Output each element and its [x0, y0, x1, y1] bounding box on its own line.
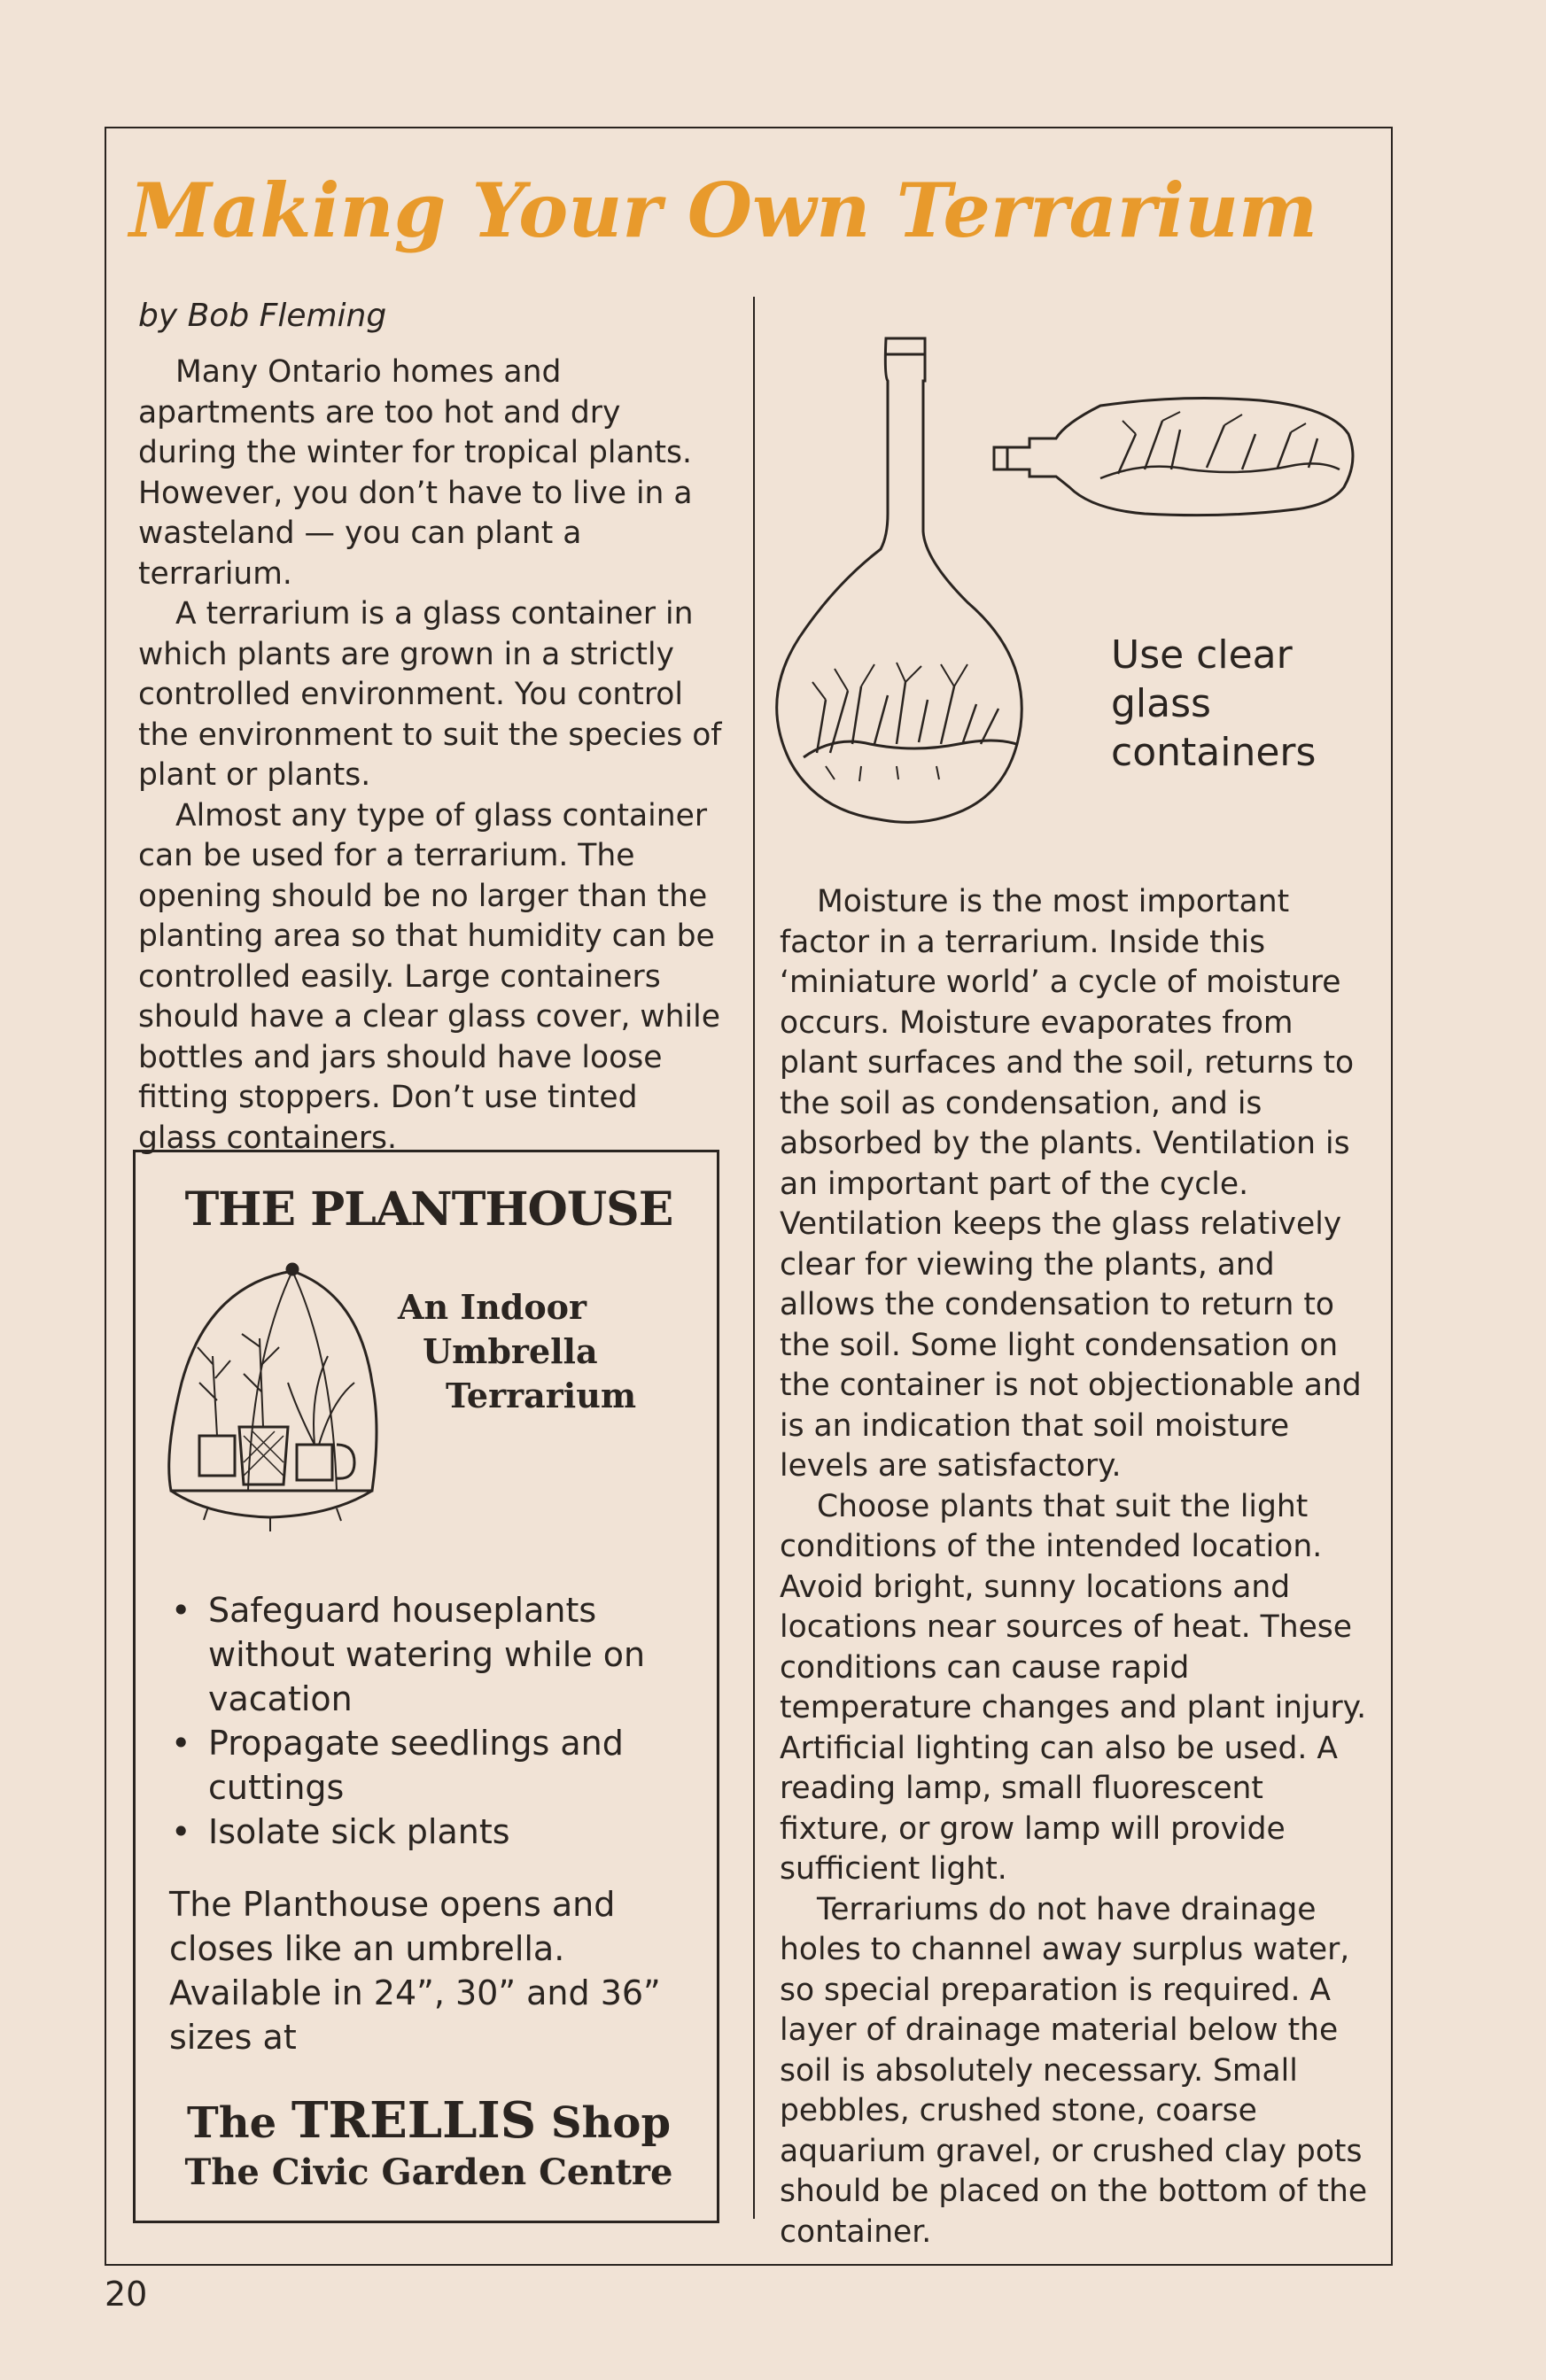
- umbrella-terrarium-illustration: [155, 1250, 385, 1533]
- shop-trellis: TRELLIS: [291, 2091, 537, 2150]
- paragraph: Terrariums do not have drainage holes to channel away surplus water, so special preparation is required. A layer of drainage material below the soil is absolutely necessary. Small pebbles, crushed stone, coarse aquarium gravel, or crushed clay pots should be placed on the bottom of the container.: [780, 1891, 1368, 2250]
- ad-subtitle-line: Terrarium: [446, 1376, 637, 1415]
- paragraph: Many Ontario homes and apartments are too hot and dry during the winter for tropical plants. However, you don’t have to live in a wasteland — you can plant a terrarium.: [138, 354, 693, 592]
- paragraph: Moisture is the most important factor in a terrarium. Inside this ‘miniature world’ a cycle of moisture occurs. Moisture evaporates from plant surfaces and the soil, returns to the soil as condensation, and is absorbed by the plants. Ventilation is an important part of the cycle. Ventilation keeps the glass relatively clear for viewing the plants, and allows the condensation to return to the soil. Some light condensation on the container is not objectionable and is an indication that soil moisture levels are satisfactory.: [780, 884, 1362, 1484]
- shop-word: Shop: [550, 2098, 671, 2148]
- shop-name: [136, 2091, 722, 2150]
- article-title: Making Your Own Terrarium: [129, 167, 1318, 254]
- ad-paragraph: Available in 24”, 30” and 36” sizes at: [169, 1973, 661, 2057]
- ad-subtitle-line: Umbrella: [423, 1331, 598, 1371]
- ad-bullet-list: [169, 1588, 701, 1854]
- column-divider: [753, 297, 755, 2219]
- right-column-text: [780, 882, 1373, 2252]
- paragraph: Choose plants that suit the light conditions of the intended location. Avoid bright, sunny locations and locations near sources of heat. These conditions can cause rapid temperature changes and plant injury. Artificial lighting can also be used. A reading lamp, small fluorescent fixture, or grow lamp will provide sufficient light.: [780, 1488, 1367, 1887]
- illustration-caption: Use clear glass containers: [1111, 632, 1317, 775]
- paragraph: Almost any type of glass container can be used for a terrarium. The opening should be no larger than the planting area so that humidity can be controlled easily. Large containers should have a clear glass cover, while bottles and jars should have loose fitting stoppers. Don’t use tinted glass containers.: [138, 797, 720, 1156]
- planthouse-advertisement: [133, 1150, 719, 2223]
- left-column-text: [138, 353, 723, 1159]
- paragraph: A terrarium is a glass container in which plants are grown in a strictly controlled environment. You control the environment to suit the species of plant or plants.: [138, 596, 722, 793]
- ad-title: THE PLANTHOUSE: [184, 1182, 673, 1237]
- pot: [199, 1436, 235, 1476]
- ad-subtitle-line: An Indoor: [398, 1287, 587, 1327]
- list-item: • Safeguard houseplants without watering while on vacation: [169, 1588, 701, 1721]
- list-item: • Isolate sick plants: [169, 1810, 701, 1854]
- pot: [297, 1445, 332, 1480]
- byline: by Bob Fleming: [138, 298, 387, 334]
- page-number: 20: [105, 2275, 148, 2314]
- ad-subtitle: [398, 1285, 636, 1418]
- list-item: • Propagate seedlings and cuttings: [169, 1721, 701, 1810]
- ad-paragraph: The Planthouse opens and closes like an umbrella.: [169, 1885, 616, 1968]
- garden-centre-name: The Civic Garden Centre: [184, 2151, 673, 2193]
- shop-the: The: [186, 2098, 277, 2148]
